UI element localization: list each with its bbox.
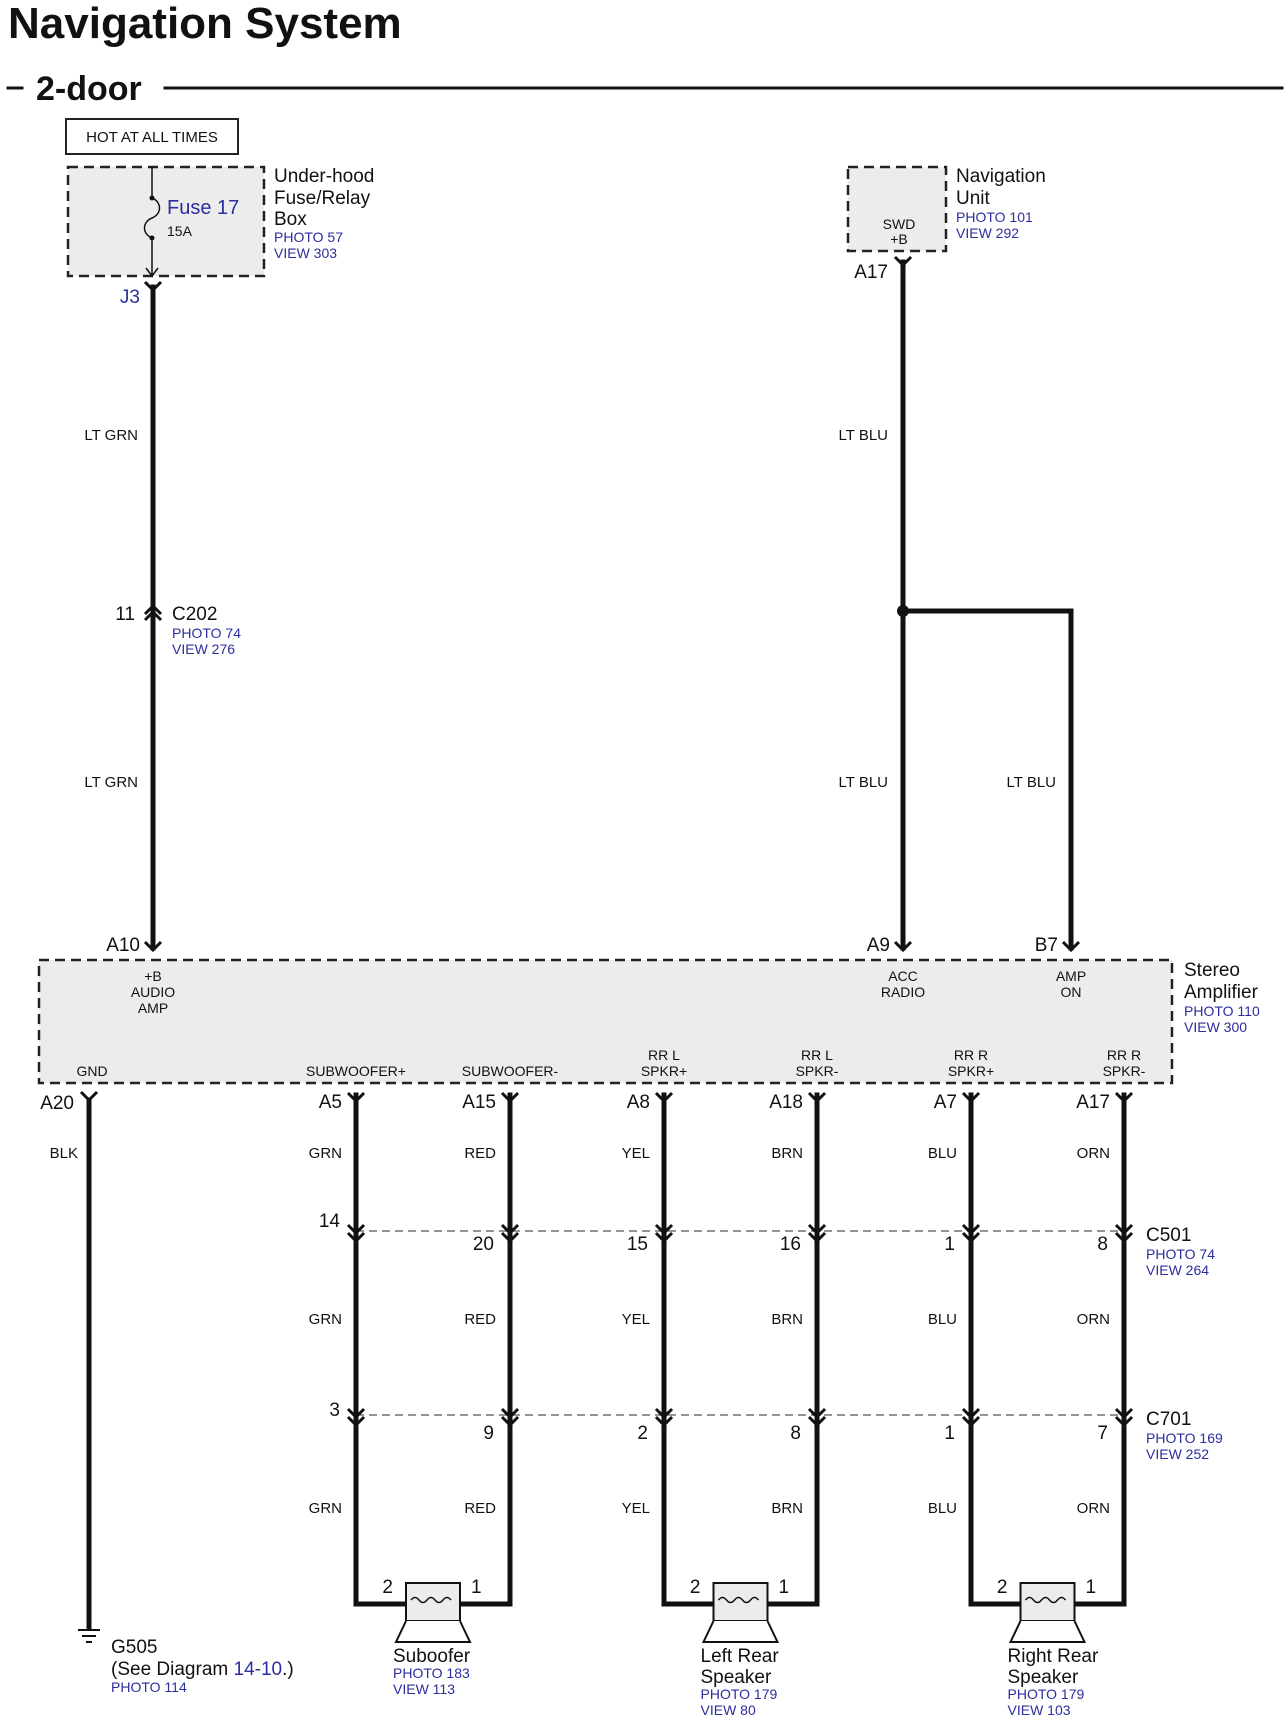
fuse-terminal-dot-top	[150, 196, 155, 201]
subtitle: 2-door	[36, 70, 142, 108]
wire-color-label: BRN	[771, 1500, 803, 1517]
c501-view-link[interactable]: VIEW 264	[1146, 1262, 1210, 1278]
ground-reference: (See Diagram 14-10.)	[111, 1659, 294, 1680]
c501-photo-link[interactable]: PHOTO 74	[1146, 1246, 1215, 1262]
wire-color-label: BLU	[927, 1145, 957, 1162]
c701-pin: 7	[1097, 1423, 1108, 1444]
stereo-amplifier-name	[1184, 960, 1259, 1003]
svg-text:RADIO: RADIO	[880, 984, 926, 1000]
wire-color-label: ORN	[1076, 1145, 1110, 1162]
c202-view-link[interactable]: VIEW 276	[172, 641, 236, 657]
speaker-magnet	[406, 1583, 460, 1621]
wire-label-nav-top: LT BLU	[838, 427, 888, 444]
navigation-pin-label-b: +B	[890, 231, 908, 247]
wire-color-label: ORN	[1076, 1311, 1110, 1328]
terminal-nav-a17: A17	[854, 262, 888, 283]
speaker-magnet	[714, 1583, 768, 1621]
terminal-a17: A17	[1076, 1092, 1110, 1113]
wire-label-power-top: LT GRN	[84, 427, 138, 444]
wire-label-nav-bottom: LT BLU	[838, 774, 888, 791]
c501-pin: 15	[626, 1234, 648, 1255]
speaker-name: Speaker	[700, 1667, 772, 1688]
fuse-17-label: Fuse 17	[167, 197, 240, 219]
pin-label-gnd: GND	[76, 1063, 108, 1079]
svg-text:Unit: Unit	[956, 188, 990, 209]
wire-color-label: BRN	[771, 1311, 803, 1328]
svg-text:RR R: RR R	[953, 1047, 989, 1063]
speaker-pin-right: 1	[1085, 1577, 1097, 1598]
speaker-name: Speaker	[1007, 1667, 1079, 1688]
pin-label-rr-r-spkr-minus	[1103, 1047, 1146, 1079]
speaker-photo-link[interactable]: PHOTO 183	[393, 1665, 470, 1681]
svg-text:AMP: AMP	[1055, 968, 1087, 984]
c202-photo-link[interactable]: PHOTO 74	[172, 625, 241, 641]
wire-color-label: RED	[464, 1311, 496, 1328]
wire-color-label: GRN	[308, 1500, 342, 1517]
wire-color-label: YEL	[621, 1500, 650, 1517]
c701-photo-link[interactable]: PHOTO 169	[1146, 1430, 1223, 1446]
speaker-cone	[704, 1621, 778, 1642]
c501-pin: 16	[779, 1234, 801, 1255]
wire-color-label: RED	[464, 1500, 496, 1517]
wire-color-label: BLU	[927, 1311, 957, 1328]
svg-text:RR R: RR R	[1106, 1047, 1142, 1063]
speaker-view-link[interactable]: VIEW 80	[700, 1702, 756, 1718]
c701-name: C701	[1146, 1409, 1192, 1430]
c501-pin: 8	[1097, 1234, 1108, 1255]
fuse-rating: 15A	[167, 223, 192, 239]
speaker-view-link[interactable]: VIEW 113	[393, 1681, 455, 1697]
terminal-a10: A10	[106, 935, 140, 956]
hot-at-all-times-label: HOT AT ALL TIMES	[86, 129, 218, 146]
svg-text:Navigation: Navigation	[956, 166, 1046, 187]
svg-text:Under-hood: Under-hood	[274, 166, 375, 187]
svg-text:SPKR-: SPKR-	[1102, 1063, 1146, 1079]
svg-text:RR L: RR L	[801, 1047, 833, 1063]
ground-symbol	[78, 1630, 100, 1642]
wire-color-label: ORN	[1076, 1500, 1110, 1517]
pin-label-rr-l-spkr-minus	[796, 1047, 839, 1079]
terminal-a15: A15	[462, 1092, 496, 1113]
amplifier-photo-link[interactable]: PHOTO 110	[1184, 1003, 1260, 1019]
wire-label-power-bottom: LT GRN	[84, 774, 138, 791]
svg-text:AUDIO: AUDIO	[130, 984, 176, 1000]
ground-g505: G505	[111, 1637, 158, 1658]
navigation-unit-view-link[interactable]: VIEW 292	[956, 225, 1020, 241]
svg-text:RR L: RR L	[648, 1047, 680, 1063]
splice-point	[897, 605, 909, 617]
c701-pin: 8	[790, 1423, 801, 1444]
terminal-b7: B7	[1034, 935, 1058, 956]
navigation-unit-name	[956, 166, 1046, 209]
speaker-name: Left Rear	[700, 1646, 779, 1667]
svg-text:SPKR-: SPKR-	[795, 1063, 839, 1079]
amplifier-view-link[interactable]: VIEW 300	[1184, 1019, 1248, 1035]
c501-name: C501	[1146, 1225, 1192, 1246]
speaker-pin-left: 2	[996, 1577, 1008, 1598]
c202-name: C202	[172, 604, 218, 625]
svg-text:Box: Box	[274, 209, 307, 230]
terminal-j3: J3	[119, 287, 140, 308]
ground-photo-link[interactable]: PHOTO 114	[111, 1679, 187, 1695]
svg-text:Amplifier: Amplifier	[1184, 982, 1258, 1003]
speaker-name: Right Rear	[1007, 1646, 1099, 1667]
stereo-amplifier-box	[39, 960, 1172, 1083]
wire-color-label: RED	[464, 1145, 496, 1162]
navigation-pin-label-swd: SWD	[882, 216, 916, 232]
terminal-a20: A20	[40, 1093, 74, 1114]
wire-color-label: YEL	[621, 1311, 650, 1328]
speakers	[356, 1577, 1124, 1718]
c501-pin: 14	[318, 1211, 340, 1232]
terminal-a7: A7	[933, 1092, 957, 1113]
under-hood-fuse-relay-box	[68, 167, 264, 276]
svg-text:Stereo: Stereo	[1184, 960, 1240, 981]
speaker-photo-link[interactable]: PHOTO 179	[1007, 1686, 1085, 1702]
c202-pin: 11	[115, 604, 135, 625]
terminal-a18: A18	[769, 1092, 803, 1113]
speaker-photo-link[interactable]: PHOTO 179	[700, 1686, 778, 1702]
c701-pin: 1	[944, 1423, 955, 1444]
wire-label-amp-on: LT BLU	[1006, 774, 1056, 791]
wire-color-label: BLU	[927, 1500, 957, 1517]
fuse-box-name	[274, 166, 374, 230]
svg-text:Fuse/Relay: Fuse/Relay	[274, 188, 371, 209]
svg-text:AMP: AMP	[137, 1000, 169, 1016]
terminal-a9: A9	[866, 935, 890, 956]
fuse-box-photo-link[interactable]: PHOTO 57	[274, 229, 343, 245]
fuse-box-view-link[interactable]: VIEW 303	[274, 245, 338, 261]
speaker-pin-right: 1	[778, 1577, 790, 1598]
c701-view-link[interactable]: VIEW 252	[1146, 1446, 1210, 1462]
speaker-name: Suboofer	[393, 1646, 471, 1667]
speaker-view-link[interactable]: VIEW 103	[1007, 1702, 1071, 1718]
c501-pin: 1	[944, 1234, 955, 1255]
svg-text:SPKR+: SPKR+	[947, 1063, 995, 1079]
speaker-pin-right: 1	[471, 1577, 482, 1598]
svg-text:ON: ON	[1060, 984, 1082, 1000]
speaker-magnet	[1021, 1583, 1075, 1621]
wire-color-label: BRN	[771, 1145, 803, 1162]
svg-text:ACC: ACC	[888, 968, 918, 984]
terminal-a5: A5	[318, 1092, 342, 1113]
speaker-wires	[309, 1092, 1132, 1604]
navigation-unit-photo-link[interactable]: PHOTO 101	[956, 209, 1033, 225]
svg-text:SPKR+: SPKR+	[640, 1063, 688, 1079]
page-title: Navigation System	[8, 0, 402, 48]
pin-label-rr-r-spkr-plus	[948, 1047, 994, 1079]
c701-pin: 2	[637, 1423, 648, 1444]
svg-text:+B: +B	[144, 968, 162, 984]
wire-color-label: GRN	[308, 1311, 342, 1328]
wire-color-label: YEL	[621, 1145, 650, 1162]
speaker-cone	[396, 1621, 470, 1642]
diagram-14-10-link[interactable]: 14-10	[233, 1659, 283, 1680]
pin-label-subwoofer-minus: SUBWOOFER-	[461, 1063, 559, 1079]
speaker-pin-left: 2	[382, 1577, 393, 1598]
speaker-cone	[1011, 1621, 1085, 1642]
wire-label-ground: BLK	[49, 1145, 78, 1162]
speaker-pin-left: 2	[689, 1577, 701, 1598]
c701-pin: 3	[329, 1400, 340, 1421]
c501-pin: 20	[472, 1234, 494, 1255]
wire-color-label: GRN	[308, 1145, 342, 1162]
c701-pin: 9	[483, 1423, 494, 1444]
terminal-a8: A8	[626, 1092, 650, 1113]
pin-label-subwoofer-plus: SUBWOOFER+	[306, 1063, 406, 1079]
